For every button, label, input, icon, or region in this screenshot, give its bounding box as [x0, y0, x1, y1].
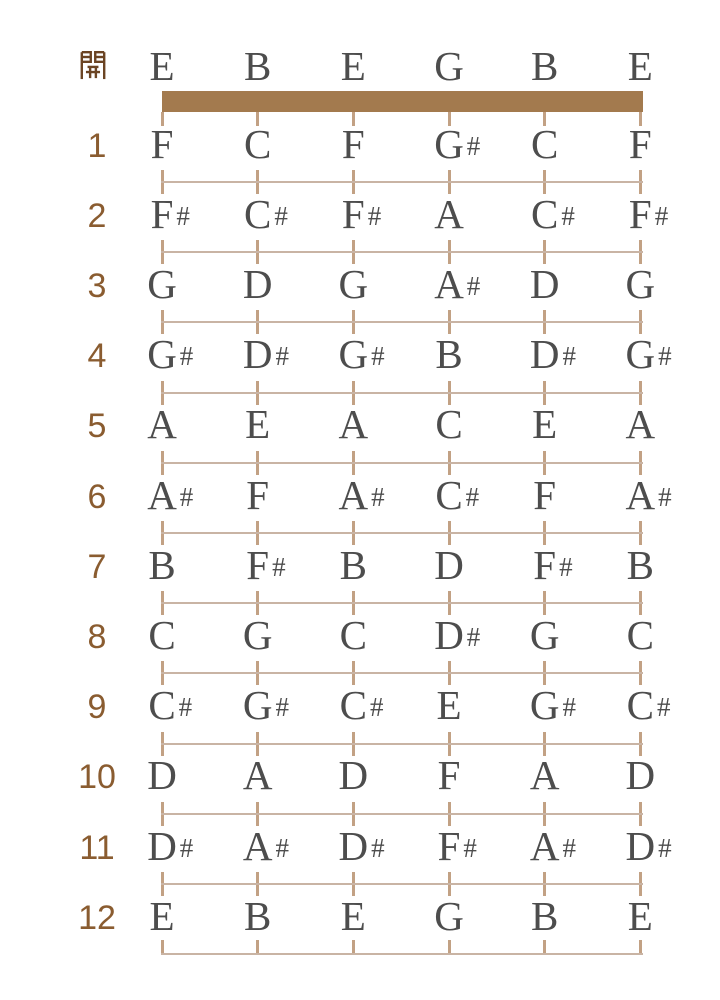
- note-letter: D: [242, 261, 273, 307]
- open-string-note: [117, 43, 207, 89]
- note-label: [213, 120, 303, 167]
- note-letter: D: [147, 752, 177, 799]
- note-letter: E: [245, 401, 271, 448]
- note-letter: E: [627, 43, 653, 89]
- fret-line: [161, 813, 643, 815]
- note-letter: G: [625, 331, 656, 378]
- note-label: C #: [626, 682, 671, 729]
- note-letter: B: [531, 892, 559, 939]
- note-label: [404, 682, 494, 729]
- note-label: [500, 612, 590, 658]
- note-letter: E: [149, 892, 175, 939]
- note-letter: A: [338, 471, 369, 518]
- note-label: [117, 892, 207, 939]
- note-label: [404, 752, 494, 799]
- note-letter: F: [437, 822, 461, 869]
- note-label: [595, 752, 685, 799]
- note-letter: E: [627, 892, 653, 939]
- fret-number: 4: [87, 337, 107, 376]
- note-letter: F: [341, 190, 365, 237]
- note-label: A #: [338, 471, 385, 518]
- fret-line: [161, 953, 643, 955]
- fret-line: [161, 602, 643, 604]
- note-label: G #: [434, 120, 481, 167]
- note-letter: C: [148, 682, 176, 729]
- note-label: [308, 261, 398, 307]
- note-label: A #: [242, 822, 289, 869]
- fret-line: [161, 532, 643, 534]
- note-label: A #: [529, 822, 576, 869]
- note-letter: D: [625, 822, 656, 869]
- note-letter: A: [338, 401, 369, 448]
- note-letter: E: [532, 401, 558, 448]
- fret-number: 1: [87, 126, 107, 165]
- note-letter: F: [628, 120, 652, 167]
- note-label: [500, 892, 590, 939]
- fret-number: 5: [87, 407, 107, 446]
- note-letter: F: [533, 541, 557, 588]
- note-label: [117, 120, 207, 167]
- note-letter: D: [338, 752, 369, 799]
- note-label: [117, 752, 207, 799]
- note-label: F #: [341, 190, 382, 237]
- note-label: [213, 612, 303, 658]
- open-string-note: [500, 43, 590, 89]
- open-string-note: [404, 43, 494, 89]
- note-letter: C: [435, 401, 463, 448]
- note-label: D #: [434, 612, 481, 658]
- note-letter: E: [436, 682, 462, 729]
- note-letter: C: [531, 190, 559, 237]
- note-label: [213, 401, 303, 448]
- note-letter: E: [340, 892, 366, 939]
- note-label: [308, 120, 398, 167]
- note-letter: E: [340, 43, 366, 89]
- note-letter: G: [242, 612, 273, 658]
- open-string-note: [595, 43, 685, 89]
- note-label: [404, 892, 494, 939]
- note-label: [213, 892, 303, 939]
- note-letter: G: [147, 331, 177, 378]
- note-letter: G: [338, 261, 369, 307]
- note-label: [404, 541, 494, 588]
- note-label: C #: [339, 682, 384, 729]
- note-label: C #: [148, 682, 193, 729]
- note-letter: D: [242, 331, 273, 378]
- note-label: [117, 261, 207, 307]
- note-label: [213, 471, 303, 518]
- note-letter: A: [242, 822, 273, 869]
- note-letter: B: [626, 541, 654, 588]
- note-letter: D: [625, 752, 656, 799]
- note-letter: G: [434, 892, 464, 939]
- note-label: F #: [150, 190, 190, 237]
- note-letter: G: [434, 120, 464, 167]
- note-letter: D: [338, 822, 369, 869]
- note-letter: F: [628, 190, 652, 237]
- note-label: [117, 401, 207, 448]
- note-letter: G: [147, 261, 177, 307]
- note-letter: D: [529, 261, 560, 307]
- note-label: G #: [242, 682, 289, 729]
- note-label: [404, 190, 494, 237]
- fret-line: [161, 462, 643, 464]
- note-label: C #: [435, 471, 480, 518]
- note-letter: D: [147, 822, 177, 869]
- note-label: [213, 261, 303, 307]
- note-label: [595, 261, 685, 307]
- note-letter: D: [434, 612, 464, 658]
- note-label: D #: [147, 822, 194, 869]
- note-letter: F: [150, 120, 174, 167]
- note-label: F #: [628, 190, 669, 237]
- note-letter: B: [148, 541, 176, 588]
- open-string-note: [308, 43, 398, 89]
- note-label: [500, 471, 590, 518]
- note-letter: G: [529, 682, 560, 729]
- note-letter: G: [338, 331, 369, 378]
- fret-number: 7: [87, 547, 107, 586]
- fret-number: 8: [87, 618, 107, 656]
- note-label: [500, 752, 590, 799]
- note-label: [308, 401, 398, 448]
- note-label: D #: [625, 822, 672, 869]
- note-letter: G: [434, 43, 464, 89]
- fret-number: 10: [78, 758, 116, 797]
- note-letter: C: [244, 190, 272, 237]
- fret-number: 6: [87, 477, 107, 516]
- note-label: [213, 752, 303, 799]
- note-letter: C: [435, 471, 463, 518]
- open-string-kanji-label: [76, 49, 110, 81]
- note-letter: C: [148, 612, 176, 658]
- note-letter: C: [339, 682, 367, 729]
- note-letter: C: [626, 682, 654, 729]
- fret-number: 9: [87, 688, 107, 727]
- note-letter: A: [529, 822, 560, 869]
- fret-line: [161, 181, 643, 183]
- fret-line: [161, 672, 643, 674]
- note-letter: G: [242, 682, 273, 729]
- fret-line: [161, 392, 643, 394]
- note-letter: F: [246, 541, 270, 588]
- note-label: [595, 401, 685, 448]
- note-letter: F: [533, 471, 557, 518]
- note-letter: A: [434, 190, 464, 237]
- fret-line: [161, 883, 643, 885]
- note-label: [595, 892, 685, 939]
- open-string-note: [213, 43, 303, 89]
- note-letter: F: [246, 471, 270, 518]
- note-letter: D: [434, 541, 464, 588]
- note-letter: F: [150, 190, 174, 237]
- note-letter: B: [244, 43, 272, 89]
- note-label: A #: [147, 471, 194, 518]
- note-label: [308, 612, 398, 658]
- note-label: G #: [529, 682, 576, 729]
- note-label: [500, 120, 590, 167]
- note-letter: C: [531, 120, 559, 167]
- note-label: G #: [338, 331, 385, 378]
- fret-number: 12: [78, 898, 116, 937]
- note-label: [595, 541, 685, 588]
- note-label: [308, 752, 398, 799]
- note-label: [500, 261, 590, 307]
- note-label: [308, 892, 398, 939]
- note-letter: A: [147, 401, 177, 448]
- note-label: [404, 401, 494, 448]
- note-letter: F: [437, 752, 461, 799]
- note-label: A #: [625, 471, 672, 518]
- note-letter: B: [531, 43, 559, 89]
- note-label: F #: [246, 541, 286, 588]
- note-label: D #: [242, 331, 289, 378]
- note-label: C #: [531, 190, 575, 237]
- fret-number: 2: [87, 196, 107, 235]
- fret-line: [161, 321, 643, 323]
- note-letter: B: [435, 331, 463, 378]
- note-letter: A: [147, 471, 177, 518]
- note-label: A #: [434, 261, 481, 307]
- note-letter: E: [149, 43, 175, 89]
- note-label: [404, 331, 494, 378]
- note-letter: C: [626, 612, 654, 658]
- note-letter: C: [339, 612, 367, 658]
- note-label: [595, 120, 685, 167]
- note-label: F #: [533, 541, 573, 588]
- note-letter: F: [341, 120, 365, 167]
- note-letter: G: [529, 612, 560, 658]
- note-label: [500, 401, 590, 448]
- note-letter: A: [242, 752, 273, 799]
- note-letter: A: [434, 261, 464, 307]
- note-letter: D: [529, 331, 560, 378]
- note-label: [595, 612, 685, 658]
- fret-number: 3: [87, 267, 107, 305]
- note-label: G #: [147, 331, 194, 378]
- note-label: D #: [529, 331, 576, 378]
- note-letter: B: [339, 541, 367, 588]
- note-letter: G: [625, 261, 656, 307]
- note-letter: B: [244, 892, 272, 939]
- note-label: C #: [244, 190, 288, 237]
- note-label: [117, 612, 207, 658]
- note-letter: A: [529, 752, 560, 799]
- fret-line: [161, 743, 643, 745]
- nut-bar: [162, 91, 643, 112]
- fret-number: 11: [79, 828, 115, 867]
- note-label: F #: [437, 822, 477, 869]
- note-label: [308, 541, 398, 588]
- note-label: G #: [625, 331, 672, 378]
- note-label: [117, 541, 207, 588]
- note-letter: C: [244, 120, 272, 167]
- note-letter: A: [625, 471, 656, 518]
- fret-line: [161, 251, 643, 253]
- note-label: D #: [338, 822, 385, 869]
- note-letter: A: [625, 401, 656, 448]
